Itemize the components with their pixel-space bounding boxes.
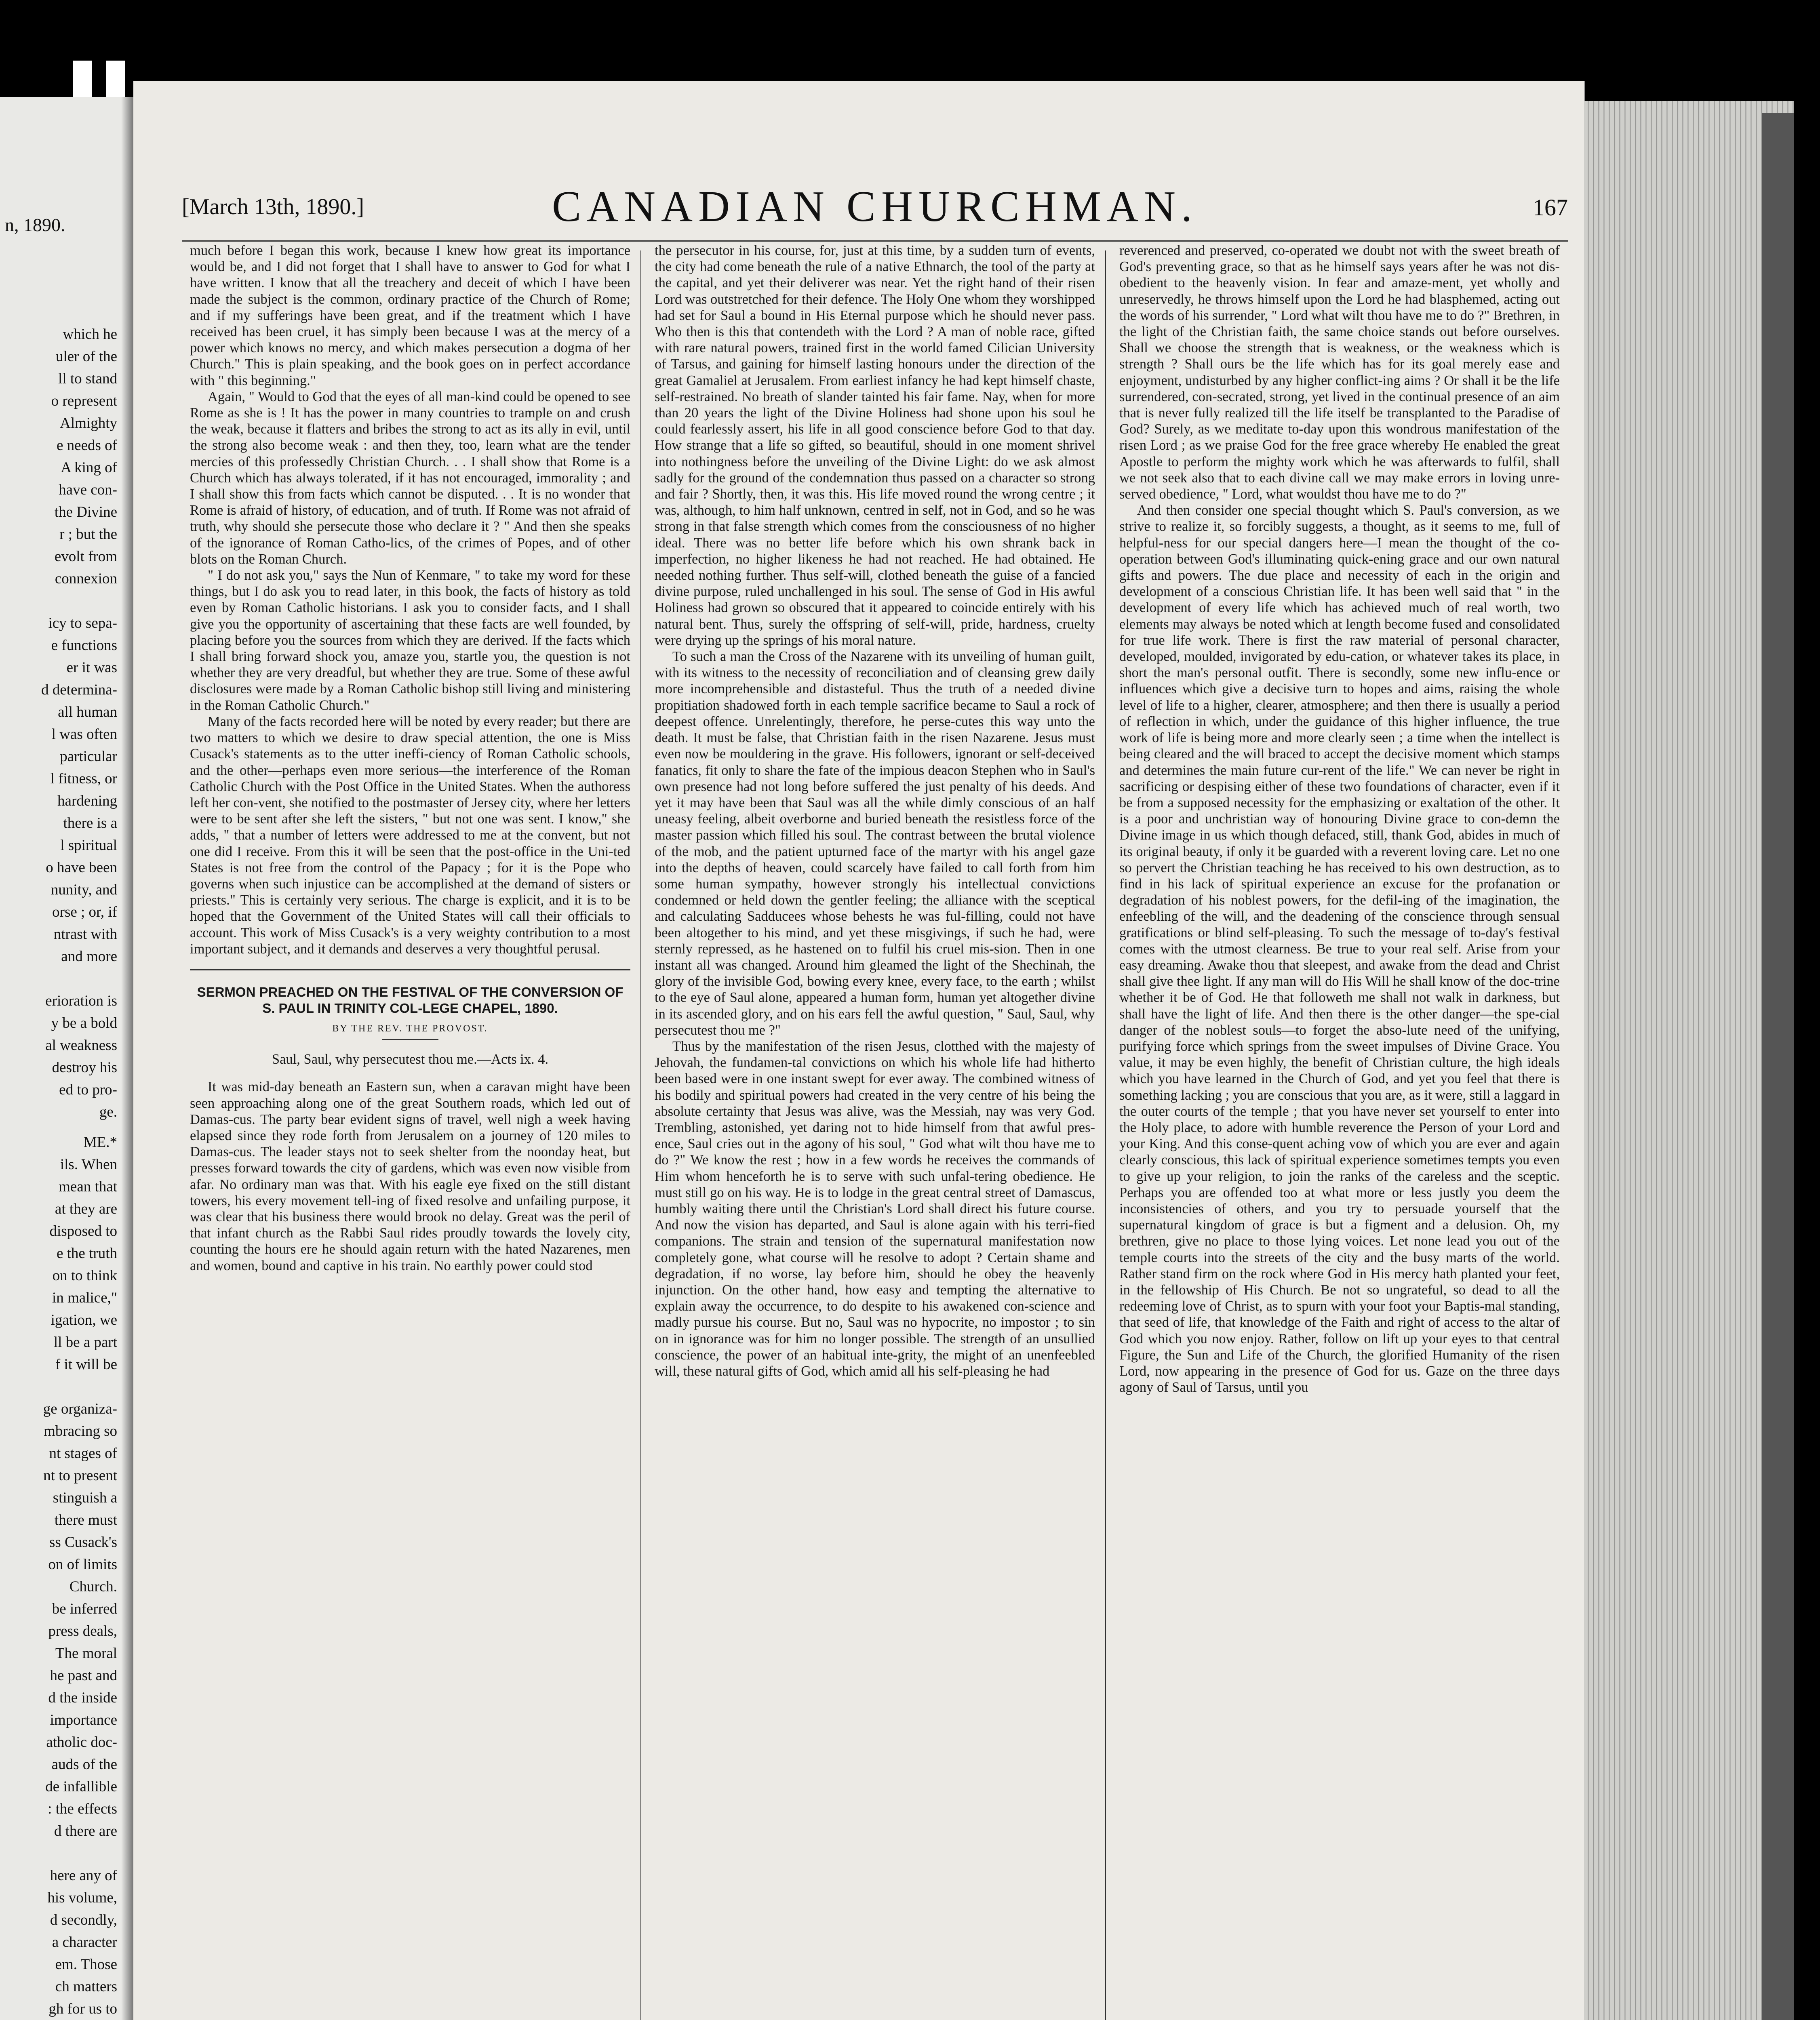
fragment-line: he past and	[50, 1667, 117, 1684]
paragraph: Many of the facts recorded here will be noted by every reader; but there are two matters to which we desire to draw special attention, the one is Miss Cusack's statements as to the utter ineffi-ciency of Roman Catholic schools, and the other—perhaps even more serious—the interference of the Roman Catholic Church with the Post Office in the United States. When the authoress left her con-vent, she notified to the postmaster of Jersey city, where her letters were to be sent after she left the sisters, " but not one was sent. I know," she adds, " that a number of letters were addressed to me at the convent, but not one did I receive. From this it will be seen that the post-office in the Uni-ted States is not free from the control of the Papacy ; for it is the Pope who governs when such injustice can be accomplished at the demand of sisters or priests." This is certainly very serious. The charge is explicit, and it is to be hoped that the Government of the United States will call their officials to account. This work of Miss Cusack's is a very weighty contribution to a most important subject, and it demands and deserves a very thoughtful perusal.	[190, 713, 630, 957]
fragment-line: particular	[60, 748, 117, 765]
fragment-line: r ; but the	[59, 526, 117, 543]
fragment-line: have con-	[59, 482, 117, 498]
fragment-line: A king of	[61, 459, 117, 476]
paragraph: Thus by the manifestation of the risen Jesus, clotthed with the majesty of Jehovah, the fundamen-tal convictions on which his whole life had hitherto been based were in one instant swept for ever away. The combined witness of his bodily and spiritual powers had created in the very centre of his being the absolute certainty that Jesus was alive, was the Messiah, nay was very God. Trembling, astonished, yet daring not to hide himself from that awful pres-ence, Saul cries out in the agony of his soul, " God what wilt thou have me to do ?" We know the rest ; how in a few words he receives the commands of Him whom henceforth he is to serve with such unfal-tering obedience. He must still go on his way. He is to lodge in the great central street of Damascus, humbly waiting there until the Christian's Lord shall direct his future course. And now the vision has departed, and Saul is alone again with his terri-fied companions. The strain and tension of the supernatural manifestation now completely gone, what course will he resolve to adopt ? Certain shame and degradation, if no worse, lay before him, should he obey the heavenly injunction. On the other hand, how easy and tempting the alternative to explain away the occurrence, to do despite to his awakened con-science and madly pursue his course. But no, Saul was no hypocrite, no impostor ; to sin on in ignorance was for him no longer possible. The strength of an unsullied conscience, the power of an habitual inte-grity, the might of an unenfeebled will, these natural gifts of God, which amid all his self-pleasing he had	[655, 1038, 1095, 1379]
fragment-line: be inferred	[52, 1601, 117, 1617]
fragment-line: nt stages of	[49, 1445, 117, 1462]
page-number: 167	[1533, 194, 1568, 221]
fragment-line	[0, 968, 117, 990]
fragment-line: d the inside	[48, 1690, 117, 1706]
fragment-line: stinguish a	[53, 1490, 117, 1506]
fragment-line: l spiritual	[60, 837, 117, 854]
fragment-line	[0, 1376, 117, 1398]
fragment-line: nt to present	[43, 1467, 117, 1484]
fragment-line: The moral	[55, 1645, 117, 1662]
fragment-line: icy to sepa-	[48, 615, 117, 631]
newspaper-title: CANADIAN CHURCHMAN.	[552, 183, 1198, 231]
fragment-line: auds of the	[51, 1756, 117, 1773]
fragment-line: uler of the	[55, 348, 117, 365]
fragment-line	[0, 590, 117, 612]
fragment-line: all human	[58, 704, 117, 720]
fragment-line: which he	[63, 326, 117, 343]
fragment-line: atholic doc-	[46, 1734, 117, 1751]
fragment-line: igation, we	[51, 1312, 117, 1328]
fragment-line: nunity, and	[51, 882, 117, 898]
header-rule	[182, 240, 1568, 242]
fragment-line: f it will be	[55, 1356, 117, 1373]
column-1-body	[190, 242, 630, 957]
previous-page-date: n, 1890.	[5, 215, 65, 235]
paragraph: reverenced and preserved, co-operated we doubt not with the sweet breath of God's preventing grace, so that as he himself says years after he was not dis-obedient to the heavenly vision. In fear and amaze-ment, yet wholly and unreservedly, he throws himself upon the Lord he had blasphemed, acting out the words of his surrender, " Lord what wilt thou have me to do ?" Brethren, in the light of the Christian faith, the same choice stands out before ourselves. Shall we choose the strength that is weakness, or the weakness which is strength ? Shall ours be the life which has for its goal merely ease and enjoyment, undisturbed by any higher conflict-ing aims ? Or shall it be the life surrendered, con-secrated, strong, yet lived in the continual presence of an aim that is never fully realized till the life itself be transplanted to the Paradise of God? Surely, as we meditate to-day upon this wondrous manifestation of the risen Lord ; as we praise God for the free grace whereby He enabled the great Apostle to perform the mighty work which he was afterwards to fulfil, shall we not seek also that to each divine call we may make errors in loving unre-served obedience, " Lord, what wouldst thou have me to do ?"	[1119, 243, 1560, 502]
fragment-line: d secondly,	[50, 1912, 117, 1928]
fragment-line: : the effects	[48, 1801, 117, 1817]
paragraph: And then consider one special thought which S. Paul's conversion, as we strive to realize it, so forcibly suggests, a thought, as it seems to me, full of helpful-ness for our special dangers here—I mean the thought of the co-operation between God's illuminating quick-ening grace and our own natural gifts and powers. The due place and necessity of each in the origin and development of a conscious Christian life. It has been well said that " in the development of every life which has achieved much of real worth, two elements may always be noted which at length become fused and consolidated for true life work. There is first the raw material of personal character, developed, moulded, invigorated by edu-cation, or whatever takes its place, in short the man's personal outfit. There is secondly, some new influ-ence or influences which give a decisive turn to hopes and aims, raising the whole level of life to a higher, clearer, atmosphere; and then there is usually a period of reflection in which, under the guidance of this higher influence, the true work of life is being more and more clearly seen ; a time when the intellect is being cleared and the will braced to accept the decisive moment which stamps and determines the main future cur-rent of the life." We can never be right in sacrificing or despising either of these two foundations of character, even if it be from a supposed necessity for the emphasizing or exaltation of the other. It is a poor and unchristian way of honouring Divine grace to con-demn the Divine image in us which though defaced, still, thank God, abides in much of its original beauty, if only it be guarded with a reverent loving care. Let no one so pervert the Christian teaching he has received to his own destruction, as to find in his lack of spiritual experience an excuse for the profanation or degradation of his noblest powers, for the defil-ing of the imagination, the enfeebling of the will, and the deadening of the conscience through sensual gratifications or blind self-pleasing. To such the message of to-day's festival comes with the utmost clearness. Be true to your real self. Arise from your easy dreaming. Awake thou that sleepest, and awake from the dead and Christ shall give thee light. If any man will do His Will he shall know of the doc-trine whether it be of God. He that followeth me shall not walk in darkness, but shall have the light of life. And then there is the other danger—the spe-cial danger of the noblest souls—to forget the abso-lute need of the unifying, purifying force which springs from the sweet impulses of Divine Grace. You value, it may be even highly, the benefit of Christian culture, the high ideals which you have learned in the Church of God, and yet you feel that there is something lacking ; you are conscious that you are, as it were, still a laggard in the outer courts of the temple ; that you have never set yourself to enter into the Holy place, to adore with humble reverence the Person of your Lord and your King. And this conse-quent aching vow of which you are ever and again clearly conscious, this lack of spiritual experience sometimes tempts you even to give up your religion, to join the ranks of the careless and the sceptic. Perhaps you are offended too at what more or less justly you deem the inconsistencies of others, and you try to persuade yourself that the supernatural kingdom of grace is but a figment and a delusion. Oh, my brethren, give no place to those lying voices. Let none lead you out of the temple courts into the streets of the city and the busy marts of the world. Rather stand firm on the rock where God in His mercy hath planted your feet, in the fellowship of His Church. Be not so ungrateful, so dead to all the redeeming love of Christ, as to spurn with your foot your Baptis-mal standing, that seed of life, that knowledge of the Faith and right of access to the altar of God which you now enjoy. Rather, follow on lift up your eyes to that central Figure, the Sun and Life of the Church, the glorified Humanity of the risen Lord, now appearing in the presence of God for us. Gaze on the three days agony of Saul of Tarsus, until you	[1119, 503, 1560, 1395]
fragment-line: importance	[50, 1712, 117, 1728]
fragment-line: on of limits	[48, 1556, 117, 1573]
fragment-line: the Divine	[54, 504, 117, 520]
fragment-line: o have been	[46, 859, 117, 876]
fragment-line: ge.	[99, 1104, 117, 1120]
fragment-line: ME.*	[83, 1134, 117, 1151]
column-2	[655, 242, 1095, 1379]
fragment-line: o represent	[51, 393, 117, 409]
fragment-line: disposed to	[49, 1223, 117, 1239]
fragment-line: here any of	[50, 1867, 117, 1884]
fragment-line: Church.	[69, 1578, 117, 1595]
fragment-line: a character	[52, 1934, 117, 1951]
previous-page-column-b	[0, 1131, 117, 2020]
fragment-line	[0, 1842, 117, 1864]
fragment-line: ll to stand	[58, 370, 117, 387]
fragment-line: hardening	[57, 793, 117, 809]
page-header	[182, 182, 1568, 246]
fragment-line: destroy his	[52, 1059, 117, 1076]
fragment-line: ils. When	[60, 1156, 117, 1173]
fragment-line: mbracing so	[44, 1423, 117, 1439]
fragment-line: erioration is	[45, 993, 117, 1009]
sermon-heading: SERMON PREACHED ON THE FESTIVAL OF THE CONVERSION OF S. PAUL IN TRINITY COL-LEGE CHAPEL, 1890.	[197, 984, 624, 1016]
fragment-line: his volume,	[47, 1890, 117, 1906]
paragraph: " I do not ask you," says the Nun of Kenmare, " to take my word for these things, but I do ask you to read later, in this book, the facts of history as told even by Roman Catholic historians. I ask you to consider facts, and I shall give you the opportunity of ascertaining that these facts are well founded, by placing before you the sources from which they are derived. If the facts which I shall bring forward shock you, amaze you, startle you, the question is not whether they are very dreadful, but whether they are true. Some of these awful disclosures were made by a Roman Catholic bishop still living and ministering in the Roman Catholic Church."	[190, 568, 630, 713]
fragment-line: and more	[61, 948, 117, 965]
fragment-line: al weakness	[45, 1037, 117, 1054]
fragment-line: ed to pro-	[59, 1082, 117, 1098]
fragment-line: mean that	[59, 1178, 117, 1195]
column-3	[1119, 242, 1560, 1395]
fragment-line: ss Cusack's	[49, 1534, 117, 1551]
previous-page-column-a	[0, 323, 117, 1123]
issue-date: [March 13th, 1890.]	[182, 194, 364, 219]
newspaper-page	[133, 81, 1585, 2020]
column-divider-1	[640, 250, 641, 2020]
fragment-line: ntrast with	[53, 926, 117, 943]
fragment-line: connexion	[55, 570, 117, 587]
fragment-line: e needs of	[57, 437, 117, 454]
fragment-line: Almighty	[60, 415, 117, 431]
paragraph: the persecutor in his course, for, just at this time, by a sudden turn of events, the city had come beneath the rule of a native Ethnarch, the tool of the party at the capital, and yet their deliverer was near. Yet the right hand of their risen Lord was outstretched for their defence. The Holy One whom they worshipped had set for Saul a bound in His Eternal purpose which he should never pass. Who then is this that contendeth with the Lord ? A man of noble race, gifted with rare natural powers, trained first in the world famed Cilician University of Tarsus, and gaining for himself lasting honours under the direction of the great Gamaliel at Jerusalem. From earliest infancy he had kept himself chaste, self-restrained. No breath of slander tainted his fair fame. Nay, when for more than 20 years the light of the Divine Holiness had shone upon his soul he could fearlessly assert, his life in all good conscience before God to that day. How strange that a life so gifted, so beautiful, should in one moment shrivel into nothingness before the unveiling of the Divine Light: do we ask almost sadly for the ground of the condemnation thus passed on a character so strong and fair ? Shortly, then, it was this. His life moved round the wrong centre ; it was, although, to him half unknown, centred in self, not in God, and so he was strong in that false strength which comes from the consciousness of no higher ideal. There was no better life before which his own shrank back in imperfection, no higher likeness he had not reached. He had obtained. He needed nothing further. Thus self-will, clothed beneath the guise of a fancied divine purpose, ruled unchallenged in his soul. The sense of God in His awful Holiness had grown so obscured that it appeared to coincide entirely with his natural bent. Thus, surely the offspring of self-will, pride, hardness, cruelty were drying up the springs of his moral nature.	[655, 243, 1095, 648]
previous-page-fragment	[0, 97, 121, 2020]
fragment-line: orse ; or, if	[52, 904, 117, 920]
column-divider-2	[1105, 250, 1106, 2020]
sermon-body	[190, 1079, 630, 1273]
paragraph: much before I began this work, because I knew how great its importance would be, and I did not forget that I shall have to answer to God for what I have written. I know that all the treachery and deceit of which I have been made the subject is the common, ordinary practice of the Church of Rome; and if my sufferings have been great, and if the treatment which I have received has been cruel, it has simply been because I was at the mercy of a power which knows no mercy, and which makes persecution a dogma of her Church." This is plain speaking, and the book goes on in perfect accordance with " this beginning."	[190, 243, 630, 388]
fragment-line: gh for us to	[48, 2001, 117, 2017]
paragraph: Again, " Would to God that the eyes of all man-kind could be opened to see Rome as she is ! It has the power in many countries to trample on and crush the weak, because it flatters and bribes the strong to act as its ally in evil, until the strong also become weak : and then they, too, learn what are the tender mercies of this professedly Christian Church. . . I shall show that Rome is a Church which has always tolerated, if it has not encouraged, immorality ; and I shall show this from facts which cannot be disputed. . . It is no wonder that Rome is afraid of history, of education, and of truth. If Rome was not afraid of truth, why should she persecute those who declare it ? " And then she speaks of the ignorance of Roman Catho-lics, of the crimes of Popes, and of other blots on the Roman Church.	[190, 389, 630, 567]
fragment-line: e functions	[51, 637, 117, 654]
fragment-line: de infallible	[45, 1778, 117, 1795]
fragment-line: d determina-	[41, 682, 117, 698]
fragment-line: on to think	[52, 1267, 117, 1284]
paragraph: It was mid-day beneath an Eastern sun, when a caravan might have been seen approaching along one of the great Southern roads, which led out of Damas-cus. The party bear evident signs of travel, well nigh a week having elapsed since they rode forth from Jerusalem on a journey of 120 miles to Damas-cus. The leader stays not to seek shelter from the noonday heat, but presses forward towards the city of gardens, which was even now visible from afar. No ordinary man was that. With his eagle eye fixed on the still distant towers, his every movement tell-ing of fixed resolve and unfailing purpose, it was clear that his business there would brook no delay. Great was the peril of that infant church as the Rabbi Saul rides proudly towards the lovely city, counting the hours ere he should again return with the hated Nazarenes, men and women, bound and captive in his train. No earthly power could stod	[190, 1079, 630, 1273]
fragment-line: ll be a part	[53, 1334, 117, 1351]
fragment-line: d there are	[54, 1823, 117, 1839]
fragment-line: in malice,"	[52, 1290, 117, 1306]
fragment-line: l fitness, or	[50, 770, 117, 787]
fragment-line: at they are	[55, 1201, 117, 1217]
fragment-line: em. Those	[55, 1956, 117, 1973]
article-separator	[190, 969, 630, 970]
fragment-line: ch matters	[55, 1978, 117, 1995]
sermon-byline: BY THE REV. THE PROVOST.	[332, 1023, 488, 1034]
fragment-line: ge organiza-	[43, 1401, 117, 1417]
fragment-line: there is a	[63, 815, 117, 831]
column-1	[190, 242, 630, 1274]
fragment-line: press deals,	[48, 1623, 117, 1639]
fragment-line: evolt from	[54, 548, 117, 565]
fragment-line: l was often	[51, 726, 117, 743]
fragment-line: er it was	[66, 659, 117, 676]
scripture-text: Saul, Saul, why persecutest thou me.—Acts ix. 4.	[272, 1052, 549, 1067]
book-edge-shadow	[1762, 113, 1794, 2020]
fragment-line: y be a bold	[51, 1015, 117, 1031]
paragraph: To such a man the Cross of the Nazarene with its unveiling of human guilt, with its witness to the necessity of reconciliation and of cleansing grew daily more incomprehensible and distasteful. Thus the truth of a needed divine propitiation shadowed forth in each temple sacrifice became to Saul a rock of deepest offence. Unrelentingly, therefore, he perse-cutes this way unto the death. It must be false, that Christian faith in the risen Nazarene. Jesus must even now be mouldering in the grave. His followers, ignorant or self-deceived fanatics, fit only to share the fate of the impious deacon Stephen who in Saul's own presence had not long before suffered the just penalty of his deeds. And yet it may have been that Saul was all the while dimly conscious of an half uneasy feeling, albeit overborne and buried beneath the resistless force of the master passion which filled his soul. The contrast between the brutal violence of the mob, and the patient upturned face of the martyr with his angel gaze into the depths of heaven, could scarcely have failed to call forth from him some human sympathy, however strongly his intellectual convictions condemned or held down the gentler feeling; the alliance with the sceptical and calculating Sadducees whose behests he was ful-filling, could not have been altogether to his mind, and yet these misgivings, if such he had, were sternly repressed, as he hastened on to fulfil his cruel mis-sion. Then in one instant all was changed. Around him gleamed the light of the Shechinah, the glory of the invisible God, bowing every knee, every face, to the earth ; whilst to the eye of Saul alone, appeared a human form, human yet altogether divine in its ascended glory, and on his ears fell the awful question, " Saul, Saul, why persecutest thou me ?"	[655, 649, 1095, 1038]
fragment-line: e the truth	[56, 1245, 117, 1262]
fragment-line: there must	[54, 1512, 117, 1528]
byline-rule	[382, 1039, 438, 1040]
